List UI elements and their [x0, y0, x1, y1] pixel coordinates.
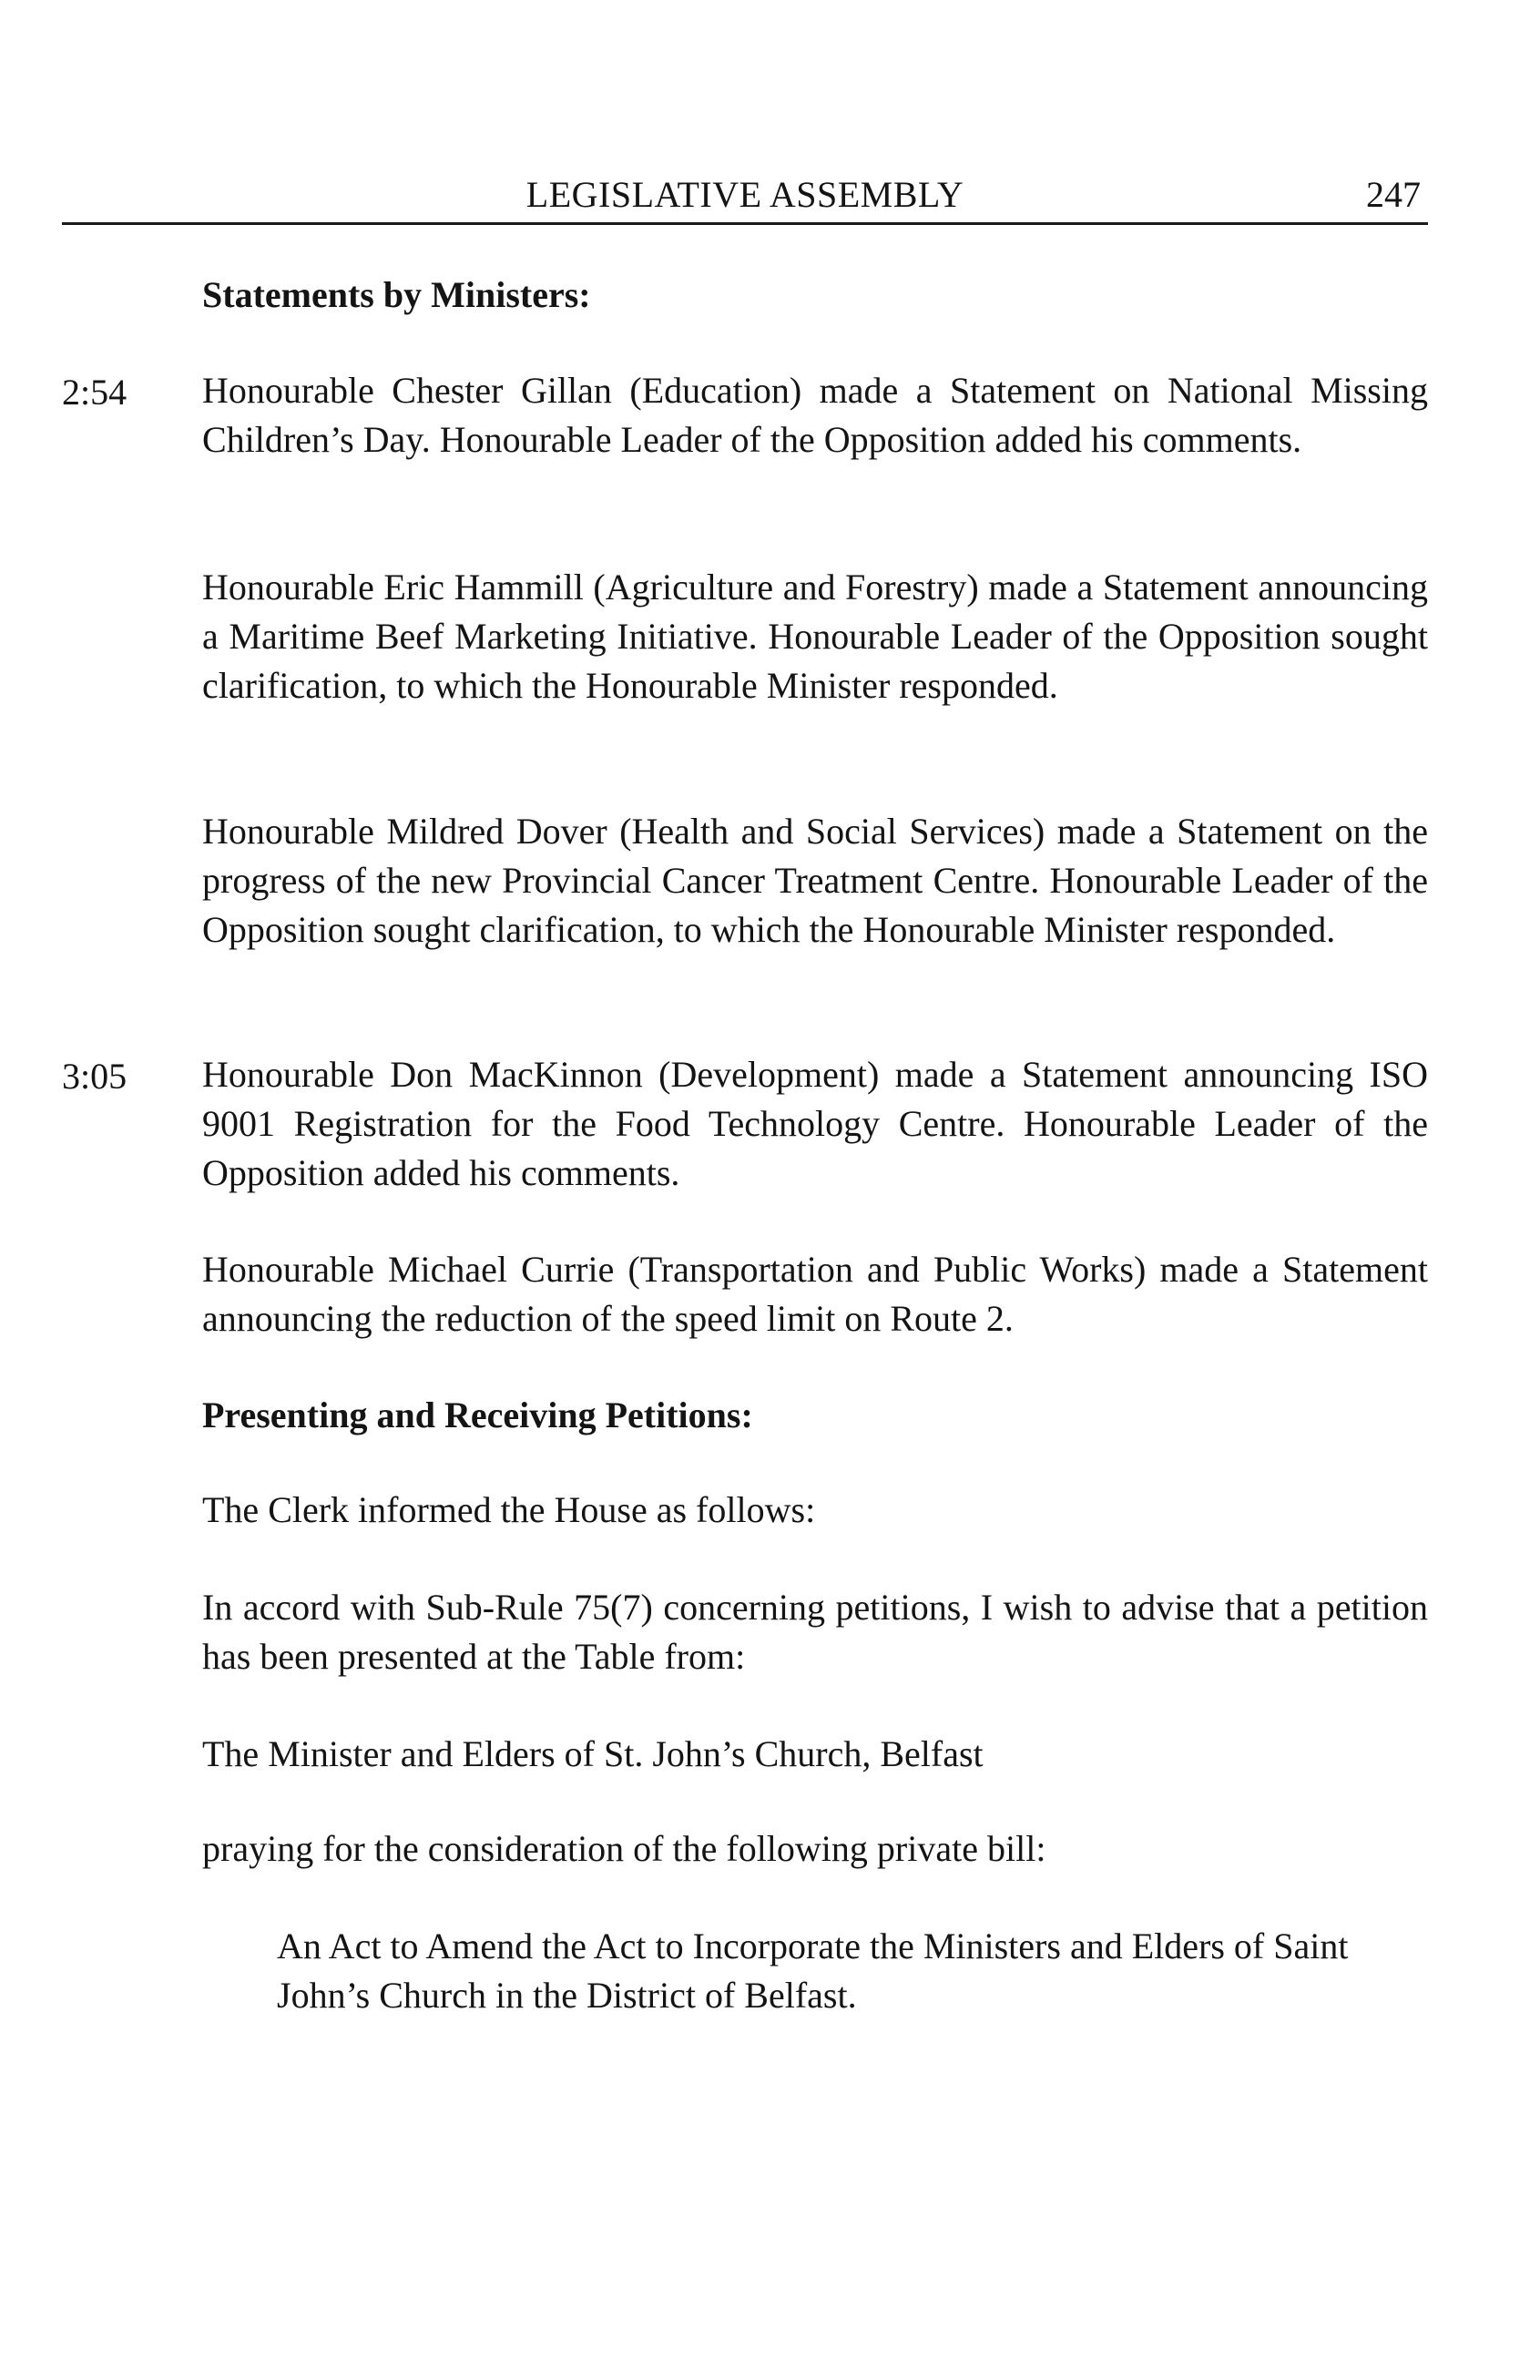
statement-paragraph-dover: Honourable Mildred Dover (Health and Social Services) made a Statement on the progress of the new Provincial Cancer Treatment Centre. Honourable Leader of the Opposition sought clarification, to which the Honourable Minister responded. — [202, 811, 1428, 950]
statement-paragraph-mackinnon: Honourable Don MacKinnon (Development) made a Statement announcing ISO 9001 Registration for the Food Technology Centre. Honourable Leader of the Opposition added his comments. — [202, 1054, 1428, 1193]
page-header — [62, 169, 1428, 225]
bill-title: An Act to Amend the Act to Incorporate the Ministers and Elders of Saint John’s Church in the District of Belfast. — [277, 1925, 1349, 2016]
header-title: LEGISLATIVE ASSEMBLY — [525, 174, 964, 215]
time-stamp-305: 3:05 — [62, 1056, 127, 1097]
statements-heading: Statements by Ministers: — [202, 274, 591, 315]
clerk-line: The Clerk informed the House as follows: — [202, 1489, 816, 1530]
petitions-heading: Presenting and Receiving Petitions: — [202, 1394, 753, 1435]
statement-paragraph-currie: Honourable Michael Currie (Transportation and Public Works) made a Statement announcing the reduction of the speed limit on Route 2. — [202, 1249, 1428, 1339]
praying-line: praying for the consideration of the following private bill: — [202, 1828, 1046, 1869]
statement-paragraph-gillan: Honourable Chester Gillan (Education) made a Statement on National Missing Children’s Day. Honourable Leader of the Opposition added his comments. — [202, 370, 1428, 460]
statement-paragraph-hammill: Honourable Eric Hammill (Agriculture and Forestry) made a Statement announcing a Maritime Beef Marketing Initiative. Honourable Leader of the Opposition sought clarification, to which the Honourable Minister responded. — [202, 567, 1428, 706]
page-number: 247 — [1366, 174, 1421, 215]
time-stamp-254: 2:54 — [62, 372, 127, 413]
accord-paragraph: In accord with Sub-Rule 75(7) concerning petitions, I wish to advise that a petition has been presented at the Table from: — [202, 1587, 1428, 1677]
petitioner-line: The Minister and Elders of St. John’s Church, Belfast — [202, 1733, 984, 1774]
